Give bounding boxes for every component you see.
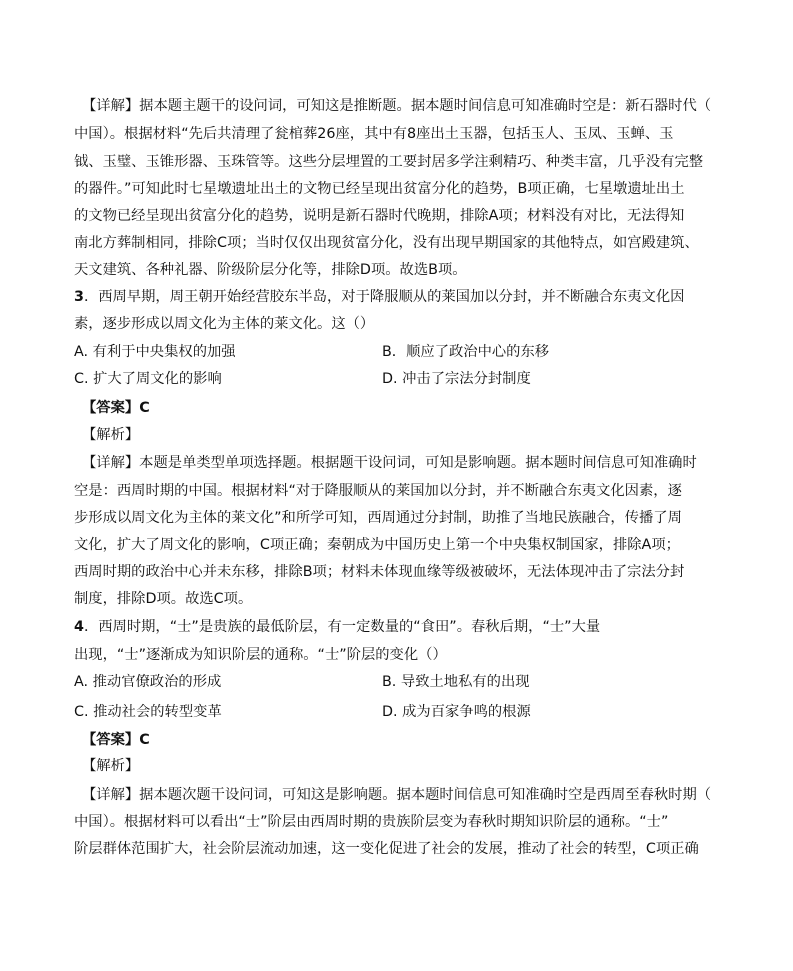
q4-analysis-line-1: 【详解】据本题次题干设问词，可知这是影响题。据本题时间信息可知准确时空是西周至春秋时期（ bbox=[82, 787, 712, 803]
q4-analysis-label: 【解析】 bbox=[82, 758, 140, 774]
q3-option-c: C. 扩大了周文化的影响 bbox=[74, 371, 222, 387]
q4-option-b: B. 导致土地私有的出现 bbox=[382, 674, 530, 690]
q4-analysis-line-2: 中国）。根据材料可以看出“士”阶层由西周时期的贵族阶层变为春秋时期知识阶层的通称。“士” bbox=[74, 814, 669, 830]
q2-analysis-line-3: 钺、玉璧、玉锥形器、玉珠管等。这些分层埋置的工要封居多学注剩精巧、种类丰富，几乎没有完整 bbox=[74, 154, 704, 170]
q4-stem-line-1 bbox=[74, 618, 600, 636]
q4-options-row-2 bbox=[74, 703, 222, 721]
q2-analysis-line-1: 【详解】据本题主题干的设问词，可知这是推断题。据本题时间信息可知准确时空是：新石器时代（ bbox=[82, 98, 712, 114]
q3-option-b: B．顺应了政治中心的东移 bbox=[382, 344, 550, 360]
q3-stem-line-2: 素，逐步形成以周文化为主体的莱文化。这（） bbox=[74, 316, 375, 332]
q3-analysis-line-4: 文化，扩大了周文化的影响，C项正确；秦朝成为中国历史上第一个中央集权制国家，排除A项； bbox=[74, 537, 680, 553]
q3-analysis-line-5: 西周时期的政治中心并未东移，排除B项；材料未体现血缘等级被破坏，无法体现冲击了宗法分封 bbox=[74, 564, 685, 580]
q4-option-a: A. 推动官僚政治的形成 bbox=[74, 674, 222, 690]
q2-analysis-line-7: 天文建筑、各种礼器、阶级阶层分化等，排除D项。故选B项。 bbox=[74, 262, 467, 278]
q3-analysis-label: 【解析】 bbox=[82, 427, 140, 443]
q4-answer bbox=[82, 731, 150, 749]
q3-number: 3 bbox=[74, 289, 84, 305]
q2-analysis-line-2: 中国）。根据材料“先后共清理了瓮棺葬26座，其中有8座出土玉器，包括玉人、玉凤、玉蝉、玉 bbox=[74, 126, 674, 142]
q3-analysis-line-6: 制度，排除D项。故选C项。 bbox=[74, 591, 253, 607]
q4-number: 4 bbox=[74, 619, 84, 635]
q4-options-row-1 bbox=[74, 673, 221, 691]
q4-analysis-line-3: 阶层群体范围扩大，社会阶层流动加速，这一变化促进了社会的发展，推动了社会的转型，C项正确 bbox=[74, 841, 699, 857]
q4-answer-label: 【答案】 bbox=[82, 732, 140, 748]
q3-answer-label: 【答案】 bbox=[82, 400, 140, 416]
q3-analysis-line-2: 空是：西周时期的中国。根据材料“对于降服顺从的莱国加以分封，并不断融合东夷文化因素，逐 bbox=[74, 483, 682, 499]
q3-options-row-1 bbox=[74, 343, 236, 361]
q4-option-d: D. 成为百家争鸣的根源 bbox=[382, 704, 531, 720]
q2-analysis-line-5: 的文物已经呈现出贫富分化的趋势，说明是新石器时代晚期，排除A项；材料没有对比，无法得知 bbox=[74, 208, 685, 224]
q4-answer-value: C bbox=[139, 732, 150, 748]
q4-stem-line-2: 出现，“士”逐渐成为知识阶层的通称。“士”阶层的变化（） bbox=[74, 647, 447, 663]
q3-answer bbox=[82, 399, 150, 417]
q3-analysis-line-3: 步形成以周文化为主体的莱文化”和所学可知，西周通过分封制，助推了当地民族融合，传播了周 bbox=[74, 510, 682, 526]
q3-analysis-line-1: 【详解】本题是单类型单项选择题。根据题干设问词，可知是影响题。据本题时间信息可知准确时 bbox=[82, 455, 697, 471]
q3-answer-value: C bbox=[139, 400, 150, 416]
q2-analysis-line-6: 南北方葬制相同，排除C项；当时仅仅出现贫富分化，没有出现早期国家的其他特点，如宫殿建筑、 bbox=[74, 235, 699, 251]
q4-stem-text-1: ．西周时期，“士”是贵族的最低阶层，有一定数量的“食田”。春秋后期，“士”大量 bbox=[83, 619, 601, 635]
q3-option-d: D. 冲击了宗法分封制度 bbox=[382, 371, 531, 387]
q3-options-row-2 bbox=[74, 370, 222, 388]
q4-option-c: C. 推动社会的转型变革 bbox=[74, 704, 222, 720]
q3-stem-line-1 bbox=[74, 288, 684, 306]
q2-analysis-line-4: 的器件。”可知此时七星墩遗址出土的文物已经呈现出贫富分化的趋势，B项正确，七星墩遗址出土 bbox=[74, 181, 685, 197]
q3-option-a: A. 有利于中央集权的加强 bbox=[74, 344, 236, 360]
q3-stem-text-1: ．西周早期，周王朝开始经营胶东半岛，对于降服顺从的莱国加以分封，并不断融合东夷文化因 bbox=[83, 289, 685, 305]
